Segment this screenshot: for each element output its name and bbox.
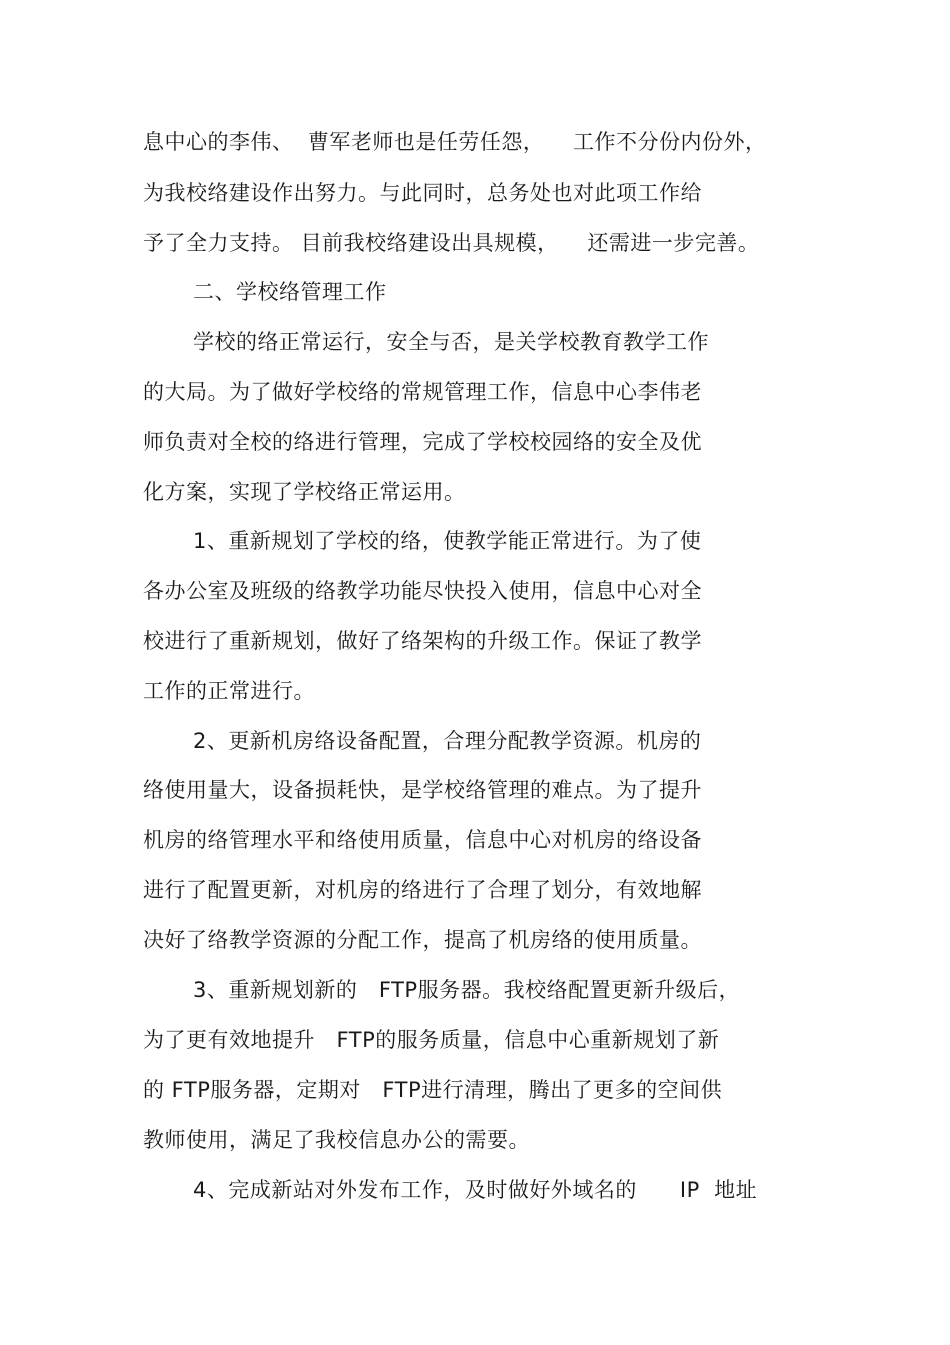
text-line: 4、完成新站对外发布工作，及时做好外域名的 IP 地址 bbox=[193, 1178, 758, 1202]
text-line: 进行了配置更新，对机房的络进行了合理了划分，有效地解 bbox=[143, 878, 702, 902]
section-heading: 二、学校络管理工作 bbox=[193, 280, 387, 304]
text-line: 予了全力支持。 目前我校络建设出具规模， 还需进一步完善。 bbox=[143, 231, 760, 255]
text-line: 工作的正常进行。 bbox=[143, 679, 315, 703]
text-line: 教师使用，满足了我校信息办公的需要。 bbox=[143, 1128, 530, 1152]
text-line: 络使用量大，设备损耗快，是学校络管理的难点。为了提升 bbox=[143, 778, 702, 802]
text-line: 为了更有效地提升 FTP的服务质量，信息中心重新规划了新 bbox=[143, 1028, 720, 1052]
text-line: 决好了络教学资源的分配工作，提高了机房络的使用质量。 bbox=[143, 928, 702, 952]
text-line: 师负责对全校的络进行管理，完成了学校校园络的安全及优 bbox=[143, 430, 702, 454]
text-line: 学校的络正常运行，安全与否，是关学校教育教学工作 bbox=[193, 330, 709, 354]
text-line: 校进行了重新规划，做好了络架构的升级工作。保证了教学 bbox=[143, 629, 702, 653]
text-line: 机房的络管理水平和络使用质量，信息中心对机房的络设备 bbox=[143, 828, 702, 852]
text-line: 为我校络建设作出努力。与此同时，总务处也对此项工作给 bbox=[143, 181, 702, 205]
text-line: 息中心的李伟、 曹军老师也是任劳任怨， 工作不分份内份外， bbox=[143, 130, 767, 154]
text-line: 1、重新规划了学校的络，使教学能正常进行。为了使 bbox=[193, 529, 702, 553]
text-line: 各办公室及班级的络教学功能尽快投入使用，信息中心对全 bbox=[143, 579, 702, 603]
text-line: 的 FTP服务器，定期对 FTP进行清理，腾出了更多的空间供 bbox=[143, 1078, 723, 1102]
text-line: 化方案，实现了学校络正常运用。 bbox=[143, 480, 466, 504]
text-line: 2、更新机房络设备配置，合理分配教学资源。机房的 bbox=[193, 729, 702, 753]
text-line: 的大局。为了做好学校络的常规管理工作，信息中心李伟老 bbox=[143, 380, 702, 404]
text-line: 3、重新规划新的 FTP服务器。我校络配置更新升级后， bbox=[193, 978, 741, 1002]
